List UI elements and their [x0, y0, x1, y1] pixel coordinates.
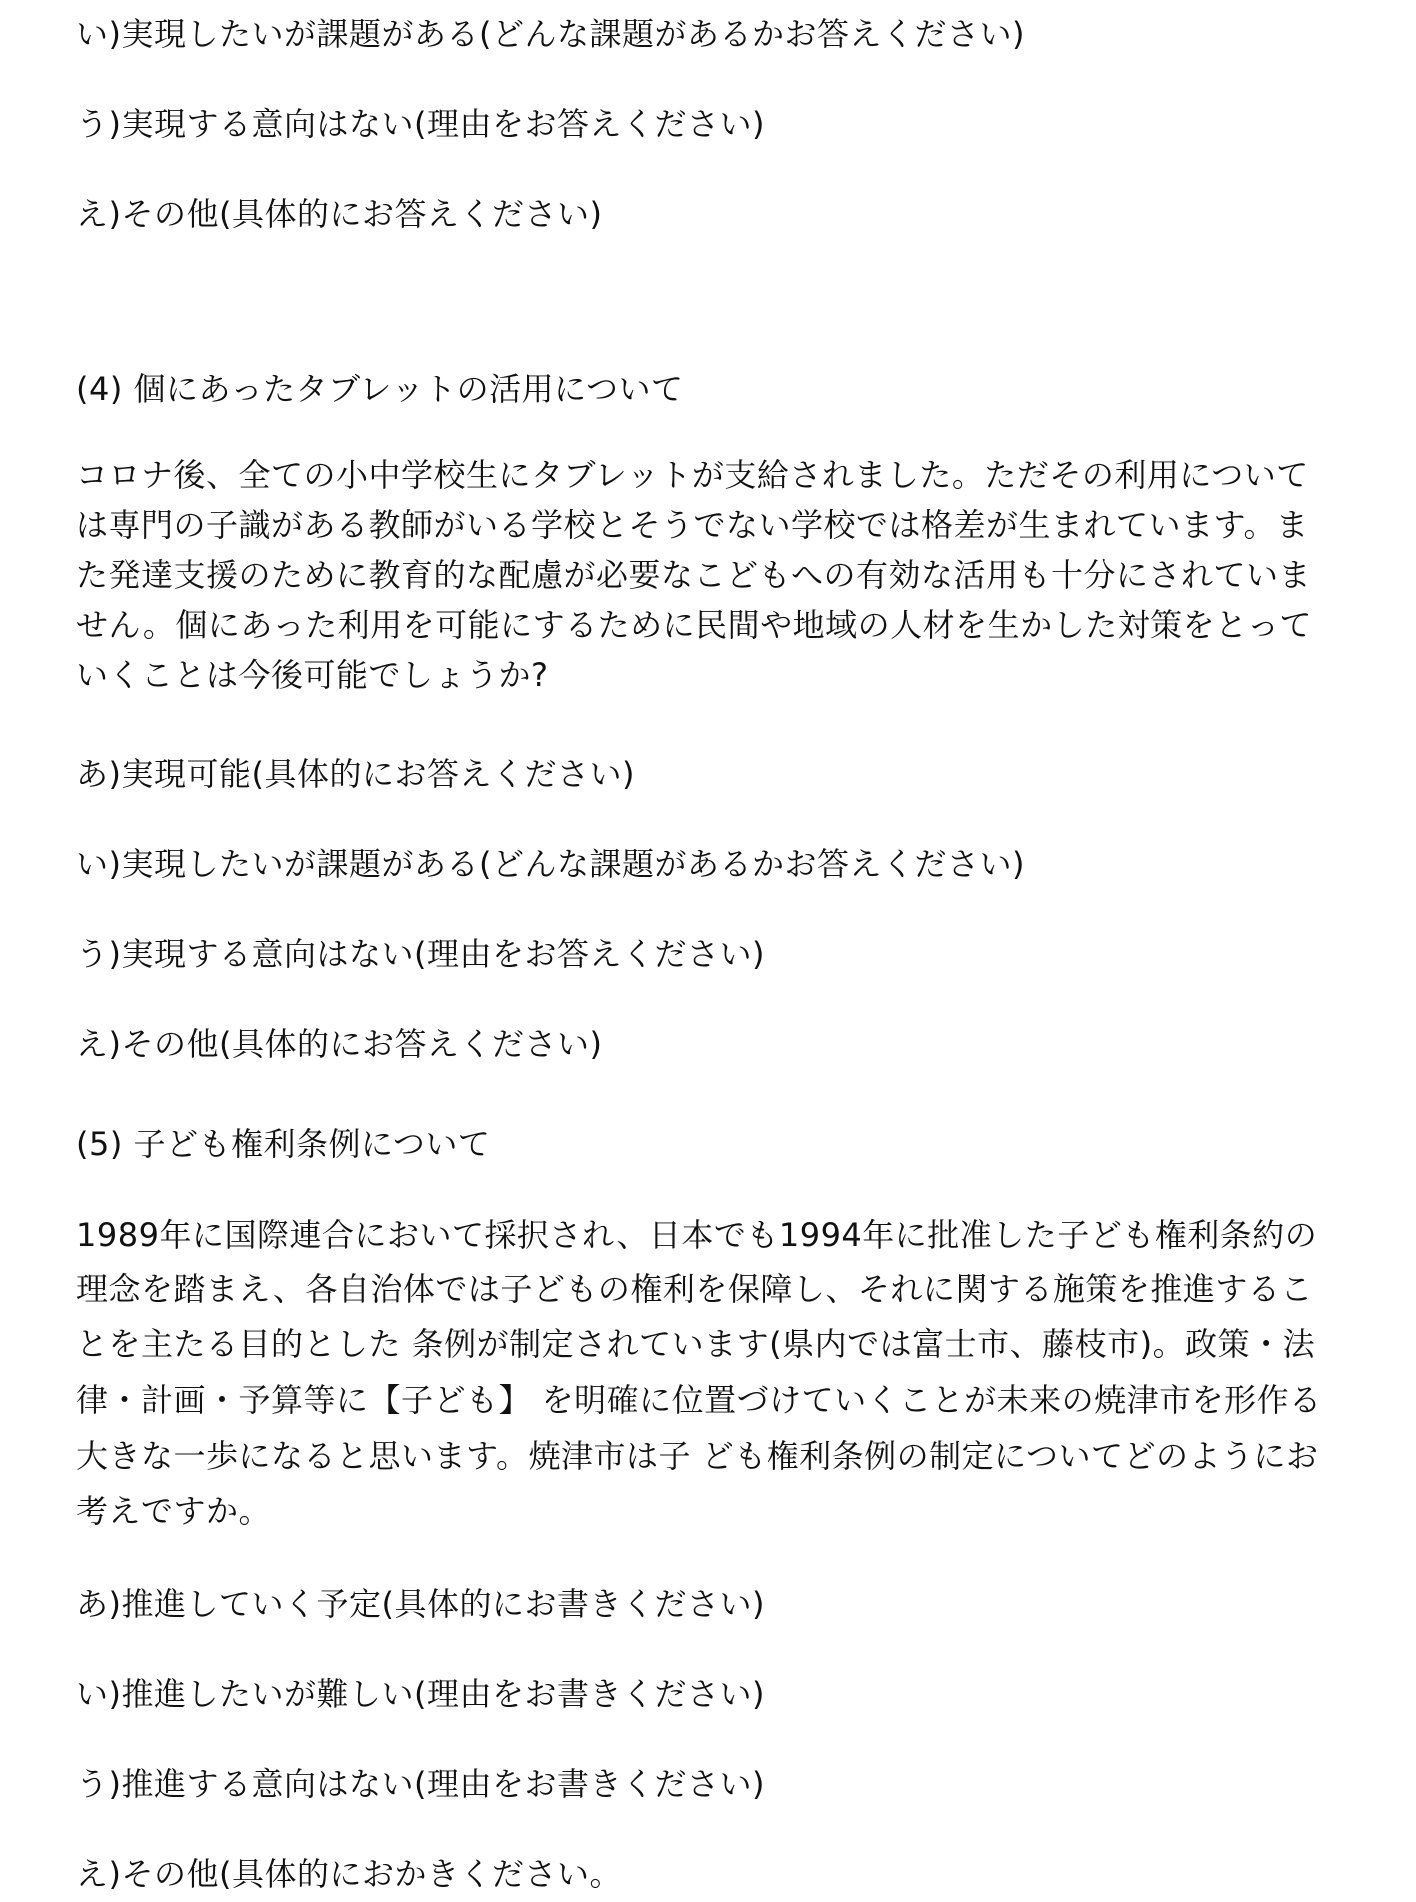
s3-option-e: え)その他(具体的にお答えください) [76, 195, 603, 233]
s4-option-i: い)実現したいが課題がある(どんな課題があるかお答えください) [76, 845, 1025, 883]
s4-body-line: せん。個にあった利用を可能にするために民間や地域の人材を生かした対策をとって [76, 606, 1312, 644]
s4-body-line: コロナ後、全ての小中学校生にタブレットが支給されました。ただその利用について [76, 456, 1309, 494]
s4-option-u: う)実現する意向はない(理由をお答えください) [76, 935, 765, 973]
s5-option-e: え)その他(具体的におかきください。 [76, 1855, 622, 1893]
s5-body-line: 考えですか。 [76, 1492, 272, 1530]
s5-body-line: 大きな一歩になると思います。焼津市は子 ども権利条例の制定についてどのようにお [76, 1437, 1319, 1475]
s5-body [76, 1208, 1346, 1538]
s4-body-line: いくことは今後可能でしょうか? [76, 656, 549, 694]
s3-option-i: い)実現したいが課題がある(どんな課題があるかお答えください) [76, 15, 1025, 53]
s4-body-line: た発達支援のために教育的な配慮が必要なこどもへの有効な活用も十分にされていま [76, 556, 1312, 594]
s4-option-a: あ)実現可能(具体的にお答えください) [76, 755, 635, 793]
s4-body-line: は専門の子識がある教師がいる学校とそうでない学校では格差が生まれています。ま [76, 506, 1309, 544]
s5-option-a: あ)推進していく予定(具体的にお書きください) [76, 1585, 765, 1623]
s5-body-line: 理念を踏まえ、各自治体では子どもの権利を保障し、それに関する施策を推進するこ [76, 1270, 1313, 1308]
s4-body [76, 450, 1346, 700]
s5-body-line: 1989年に国際連合において採択され、日本でも1994年に批准した子ども権利条約の [76, 1216, 1318, 1254]
s5-body-line: とを主たる目的とした 条例が制定されています(県内では富士市、藤枝市)。政策・法 [76, 1325, 1316, 1363]
s4-option-e: え)その他(具体的にお答えください) [76, 1025, 603, 1063]
s4-heading: (4) 個にあったタブレットの活用について [76, 370, 684, 408]
s5-heading: (5) 子ども権利条例について [76, 1125, 491, 1163]
s5-option-i: い)推進したいが難しい(理由をお書きください) [76, 1675, 765, 1713]
s5-option-u: う)推進する意向はない(理由をお書きください) [76, 1765, 765, 1803]
s5-body-line: 律・計画・予算等に【子ども】 を明確に位置づけていくことが未来の焼津市を形作る [76, 1381, 1322, 1419]
s3-option-u: う)実現する意向はない(理由をお答えください) [76, 105, 765, 143]
